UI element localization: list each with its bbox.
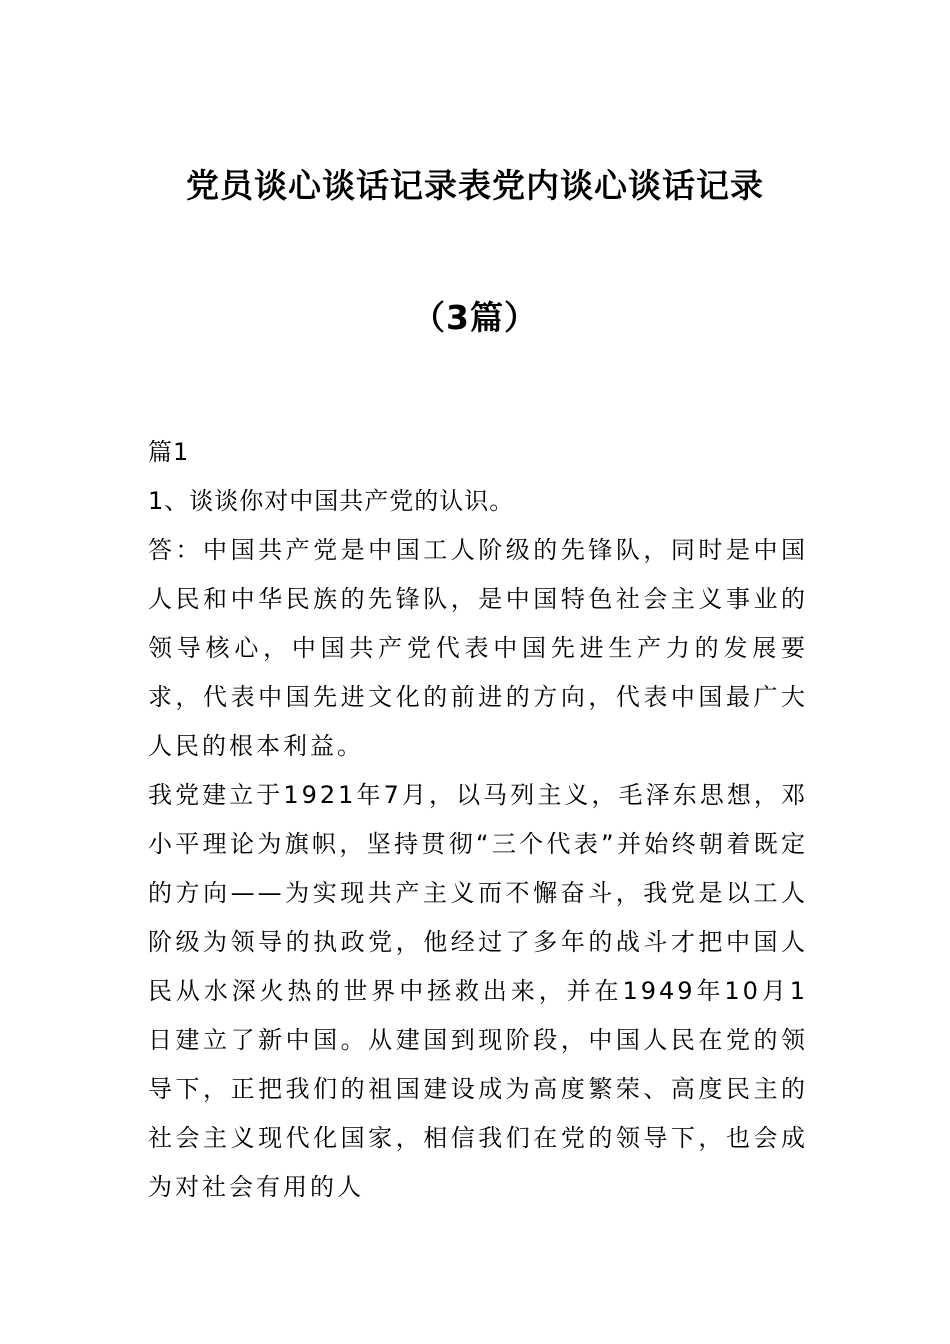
- answer-paragraph: 答：中国共产党是中国工人阶级的先锋队，同时是中国人民和中华民族的先锋队，是中国特色社会主义事业的领导核心，中国共产党代表中国先进生产力的发展要求，代表中国先进文化的前进的方向，代表中国最广大人民的根本利益。: [148, 536, 808, 760]
- question-heading: 1、谈谈你对中国共产党的认识。: [148, 487, 515, 515]
- document-title: 党员谈心谈话记录表党内谈心谈话记录: [186, 166, 764, 205]
- document-subtitle: （3篇）: [412, 298, 538, 337]
- section-label: 篇1: [148, 438, 190, 466]
- history-paragraph: 我党建立于1921年7月，以马列主义，毛泽东思想，邓小平理论为旗帜，坚持贯彻“三个代表”并始终朝着既定的方向——为实现共产主义而不懈奋斗，我党是以工人阶级为领导的执政党，他经过了多年的战斗才把中国人民从水深火热的世界中拯救出来，并在1949年10月1日建立了新中国。从建国到现阶段，中国人民在党的领导下，正把我们的祖国建设成为高度繁荣、高度民主的社会主义现代化国家，相信我们在党的领导下，也会成为对社会有用的人: [148, 781, 808, 1201]
- document-body: [148, 428, 808, 1212]
